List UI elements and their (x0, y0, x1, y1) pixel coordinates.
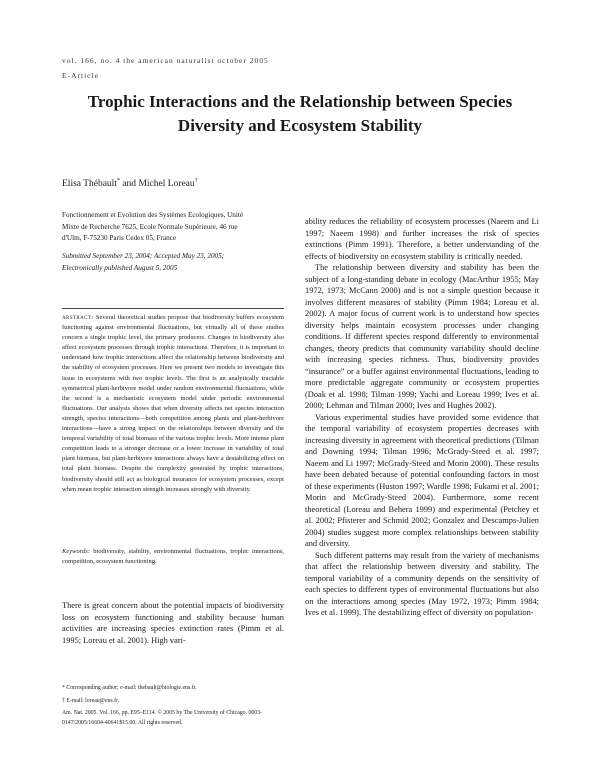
citation-copyright: Am. Nat. 2005. Vol. 166, pp. E95–E114. © 2005 by The University of Chicago. 0003-0147/2005/16604-40641$15.00. All rights reserved. (62, 710, 262, 726)
keywords-label: Keywords: (62, 548, 90, 555)
author-2-footnote-mark: † (194, 178, 198, 184)
publication-dates (62, 251, 284, 274)
footnote-corresponding-author: * Corresponding author; e-mail: thebault@biologie.ens.fr. (62, 685, 197, 691)
author-separator: and (119, 179, 139, 190)
footnote-email: † E-mail: loreau@ens.fr. (62, 697, 120, 704)
body-text-left-column (62, 600, 284, 646)
author-list (62, 178, 198, 189)
footnotes (62, 684, 284, 731)
running-head: vol. 166, no. 4 the american naturalist october 2005 (62, 56, 269, 65)
keywords (62, 547, 284, 567)
abstract-label: abstract: (62, 314, 94, 321)
keywords-text: biodiversity, stability, environmental fluctuations, trophic interactions, competition, ecosystem functioning. (62, 548, 285, 566)
body-paragraph: Such different patterns may result from the variety of mechanisms that affect the relationship between diversity and stability. The temporal variability of a community depends on the sensitivity of each species to different types of environmental fluctuations but also on the interactions among species (May 1972, 1973; Pimm 1984; Ives et al. 1999). The destabilizing effect of diversity on population- (305, 550, 539, 617)
affiliation (62, 210, 284, 245)
affiliation-line: Fonctionnement et Evolution des Systèmes Ecologiques, Unité (62, 211, 244, 219)
body-paragraph: The relationship between diversity and stability has been the subject of a long-standing debate in ecology (MacArthur 1955; May 1972, 1973; McCann 2000) and is not a simple question because it involves different measures of stability (Pimm 1984; Loreau et al. 2002). A major focus of current work is to understand how species diversity helps maintain ecosystem processes under changing conditions. If different species respond differently to environmental changes, theory predicts that community variability should decline with increasing species richness. Thus, biodiversity provides “insurance” or a buffer against environmental fluctuations, leading to more predictable aggregate community or ecosystem properties (Doak et al. 1998; Tilman 1999; Yachi and Loreau 1999; Ives et al. 2000; Lehman and Tilman 2000; Ives and Hughes 2002). (305, 263, 539, 410)
abstract-text: Several theoretical studies propose that biodiversity buffers ecosystem functioning against environmental fluctuations, but virtually all of these studies concern a single trophic level, the primary producers. Changes in biodiversity also affect ecosystem processes through trophic interactions. Therefore, it is important to understand how trophic interactions affect the relationship between biodiversity and the stability of ecosystem processes. Here we present two models to investigate this issue in ecosystems with two trophic levels. The first is an analytically tractable symmetrical plant-herbivore model under random environmental fluctuations, while the second is a mechanistic ecosystem model under periodic environmental fluctuations. Our analysis shows that when diversity affects net species interaction strength, species interactions—both competition among plants and plant-herbivore interactions—have a strong impact on the relationships between diversity and the temporal variability of total biomass of the various trophic levels. More intense plant competition leads to a stronger decrease or a lower increase in variability of total plant biomass, but plant-herbivore interactions always have a destabilizing effect on total plant biomass. Despite the complexity generated by trophic interactions, biodiversity should still act as biological insurance for ecosystem processes, except when mean trophic interaction strength increases strongly with diversity. (62, 314, 284, 493)
submission-dates: Submitted September 23, 2004; Accepted May 23, 2005; (62, 252, 225, 260)
body-paragraph: ability reduces the reliability of ecosystem processes (Naeem and Li 1997; Naeem 1998) and further increases the risk of species extinctions (Pimm 1991). Therefore, a better understanding of the effects of biodiversity on ecosystem stability is critically needed. (305, 217, 539, 261)
body-paragraph: There is great concern about the potential impacts of biodiversity loss on ecosystem functioning and stability because human activities are increasing species extinction rates (Pimm et al. 1995; Loreau et al. 2001). High vari- (62, 601, 284, 645)
abstract-divider (62, 308, 284, 309)
author-2: Michel Loreau (138, 179, 195, 190)
body-paragraph: Various experimental studies have provided some evidence that the temporal variability of ecosystem properties decreases with increasing diversity in agreement with theoretical predictions (Tilman and Downing 1994; Tilman 1996; McGrady-Steed et al. 1997; Naeem and Li 1997; McGrady-Steed and Morin 2000). These results have been debated because of potential confounding factors in most of these experiments (Huston 1997; Wardle 1998; Fukami et al. 2001; Morin and McGrady-Steed 2004). Furthermore, some recent theoretical (Loreau and Behera 1999) and experimental (Petchey et al. 2002; Pfisterer and Schmid 2002; Gonzalez and Descamps-Julien 2004) studies suggest more complex relationships between stability and diversity. (305, 412, 539, 548)
author-1: Elisa Thébault (62, 179, 117, 190)
abstract (62, 313, 284, 495)
body-text-right-column (305, 216, 539, 619)
affiliation-line: d'Ulm, F-75230 Paris Cedex 05, France (62, 234, 177, 242)
author-1-footnote-mark: * (116, 178, 120, 184)
title-line-2: Diversity and Ecosystem Stability (177, 116, 423, 135)
affiliation-line: Mixte de Recherche 7625, Ecole Normale Supérieure, 46 rue (62, 222, 238, 231)
article-type-label: E-Article (62, 71, 99, 80)
article-title (60, 90, 540, 138)
electronic-publication-date: Electronically published August 5, 2005 (62, 263, 178, 272)
title-line-1: Trophic Interactions and the Relationship between Species (87, 92, 513, 111)
